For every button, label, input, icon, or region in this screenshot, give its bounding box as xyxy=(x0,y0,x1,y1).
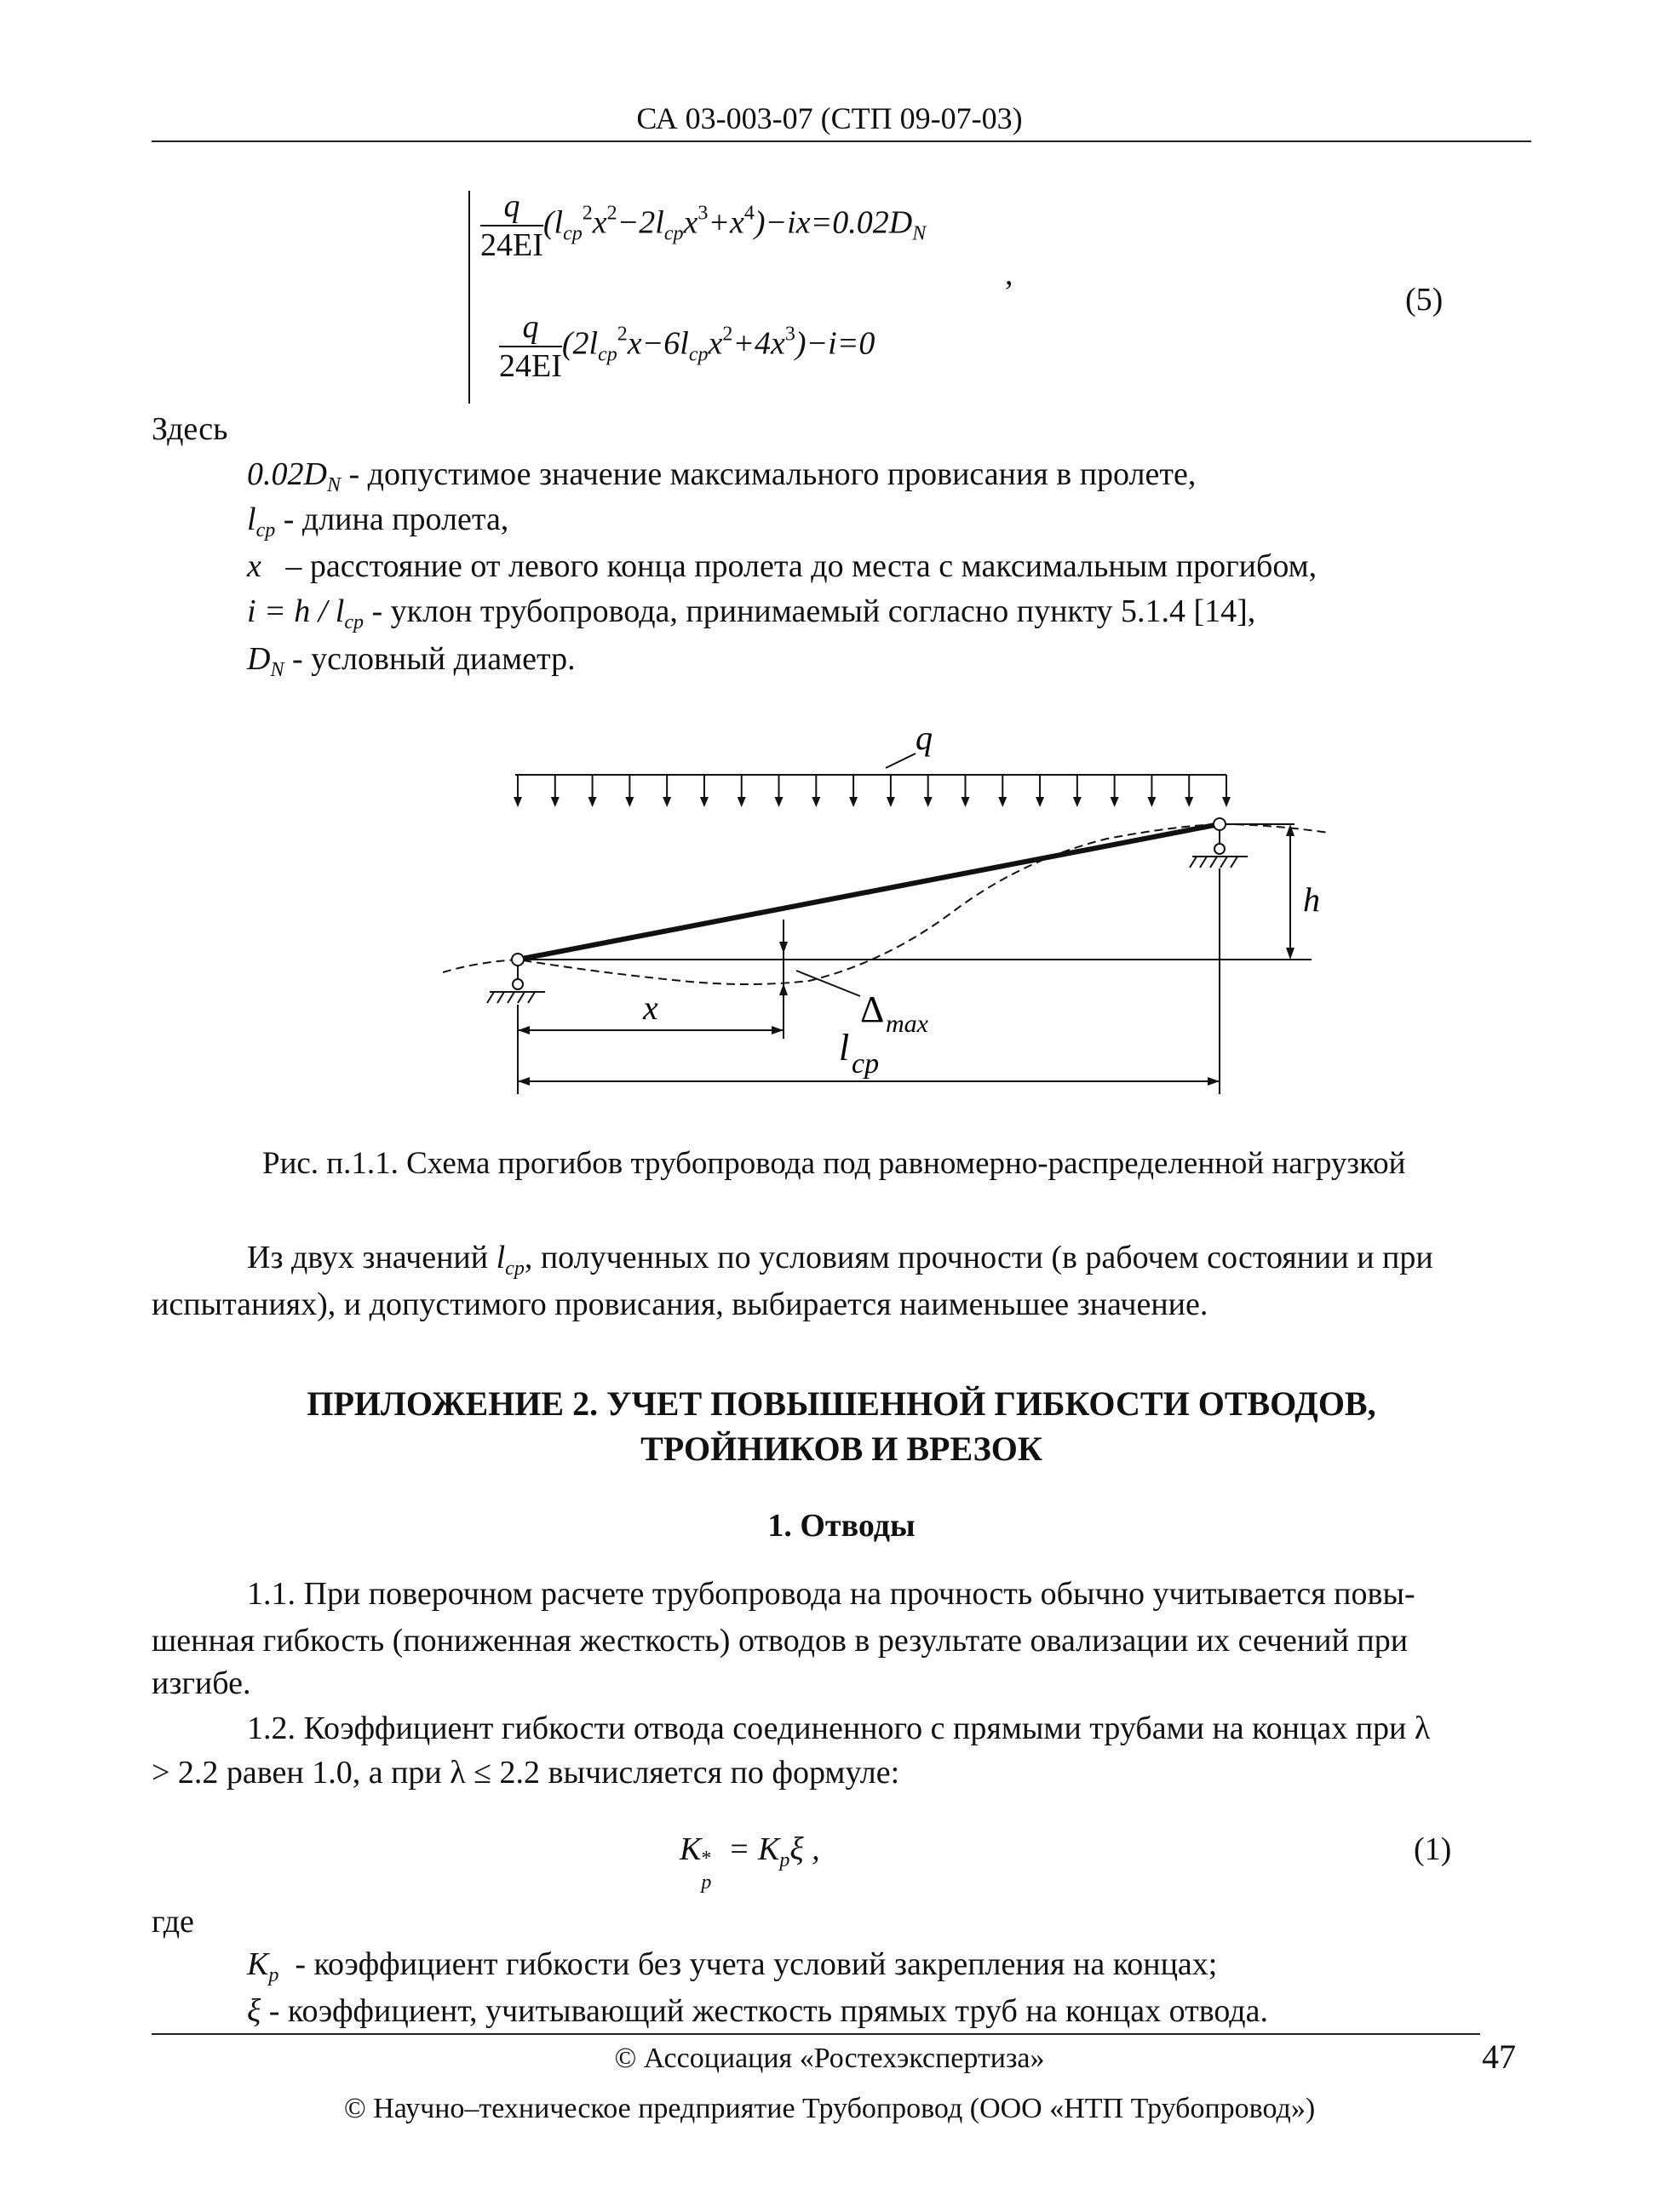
page-header-title: СА 03-003-07 (СТП 09-07-03) xyxy=(636,101,1023,135)
formula-5-line1: $\frac{q}{24EI}$ $(l_{cp}^2x^2-2l_{cp}x^3+x^4)-ix=0.02D_N$ xyxy=(480,188,927,263)
formula-5-comma: , xyxy=(1005,256,1013,292)
paragraph-line: Из двух значений $l_{cp}$, полученных по условиям прочности (в рабочем состоянии и при xyxy=(247,1240,1433,1280)
where-intro: где xyxy=(152,1904,194,1940)
formula-5-line2: $\frac{q}{24EI}$ $(2l_{cp}^2x-6l_{cp}x^2+4x^3)-i=0$ xyxy=(499,309,875,384)
load-arrow-head xyxy=(551,797,560,807)
definition-item: x – расстояние от левого конца пролета до места с максимальным прогибом, xyxy=(247,548,1317,584)
load-arrow-head xyxy=(998,797,1007,807)
appendix-title-line1: ПРИЛОЖЕНИЕ 2. УЧЕТ ПОВЫШЕННОЙ ГИБКОСТИ ОТВОДОВ, xyxy=(307,1384,1376,1423)
load-arrow-head xyxy=(625,797,634,807)
load-arrow-head xyxy=(738,797,746,807)
where-item: $K_p$ - коэффициент гибкости без учета условий закрепления на концах; xyxy=(247,1946,1218,1986)
definition-item: $D_N$ - условный диаметр. xyxy=(247,641,576,681)
load-arrow-head xyxy=(1147,797,1156,807)
definition-item: $i = h / l_{cp}$ - уклон трубопровода, принимаемый согласно пункту 5.1.4 [14], xyxy=(247,593,1256,633)
footer-rule xyxy=(152,2033,1480,2035)
load-arrow-head xyxy=(1111,797,1119,807)
formula-5 xyxy=(468,187,1533,417)
label-h: h xyxy=(1303,880,1320,919)
left-support-hinge xyxy=(512,954,524,966)
paragraph-line: испытаниях), и допустимого провисания, выбирается наименьшее значение. xyxy=(152,1287,1208,1322)
definition-item: $l_{cp}$ - длина пролета, xyxy=(247,501,509,542)
label-delta: Δ xyxy=(860,989,885,1030)
formula-5-number: (5) xyxy=(1405,282,1444,318)
right-support-hinge xyxy=(1214,818,1226,830)
paragraph-line: 1.2. Коэффициент гибкости отвода соединенного с прямыми трубами на концах при λ xyxy=(247,1711,1431,1746)
load-arrow-head xyxy=(812,797,820,807)
load-arrow-head xyxy=(1073,797,1082,807)
paragraph-line: шенная гибкость (пониженная жесткость) отводов в результате овализации их сечений при xyxy=(152,1623,1409,1659)
figure-caption: Рис. п.1.1. Схема прогибов трубопровода под равномерно-распределенной нагрузкой xyxy=(262,1146,1406,1181)
load-arrow-head xyxy=(961,797,969,807)
header-rule xyxy=(152,140,1531,142)
system-brace xyxy=(468,191,479,404)
footer-line2: © Научно–техническое предприятие Трубопровод (ООО «НТП Трубопровод») xyxy=(343,2093,1316,2124)
load-arrow-head xyxy=(775,797,784,807)
label-l: l xyxy=(839,1027,850,1069)
load-arrow-head xyxy=(588,797,597,807)
load-arrow-head xyxy=(849,797,858,807)
load-arrow-head xyxy=(1222,797,1231,807)
where-item: ξ - коэффициент, учитывающий жесткость прямых труб на концах отвода. xyxy=(247,1993,1268,2029)
appendix-title-line2: ТРОЙНИКОВ И ВРЕЗОК xyxy=(640,1430,1042,1468)
label-x: x xyxy=(643,989,658,1027)
load-arrow-head xyxy=(924,797,933,807)
page-number: 47 xyxy=(1482,2037,1516,2076)
load-arrow-head xyxy=(1185,797,1193,807)
formula-1-number: (1) xyxy=(1414,1831,1452,1867)
load-arrow-head xyxy=(514,797,522,807)
label-q: q xyxy=(916,719,933,757)
label-l-sub: cp xyxy=(852,1048,880,1080)
paragraph-line: > 2.2 равен 1.0, а при λ ≤ 2.2 вычисляется по формуле: xyxy=(152,1755,900,1791)
load-arrow-head xyxy=(887,797,895,807)
q-pointer xyxy=(886,754,916,768)
formula-1: K * p = $K_p\xi$ , xyxy=(680,1831,820,1894)
paragraph-line: 1.1. При поверочном расчете трубопровода на прочность обычно учитывается повы- xyxy=(247,1576,1415,1612)
footer-line1: © Ассоциация «Ростехэкспертиза» xyxy=(614,2043,1045,2074)
load-arrow-head xyxy=(663,797,671,807)
definitions-intro: Здесь xyxy=(152,411,228,447)
paragraph-line: изгибе. xyxy=(152,1665,251,1701)
definition-item: $0.02D_N$ - допустимое значение максимального провисания в пролете, xyxy=(247,456,1197,496)
load-arrow-group xyxy=(514,775,1231,807)
section-title: 1. Отводы xyxy=(767,1508,916,1544)
load-arrow-head xyxy=(1036,797,1044,807)
deflection-diagram xyxy=(0,707,1659,1115)
load-arrow-head xyxy=(700,797,709,807)
pipe-line xyxy=(518,824,1220,960)
label-delta-sub: max xyxy=(886,1010,928,1038)
